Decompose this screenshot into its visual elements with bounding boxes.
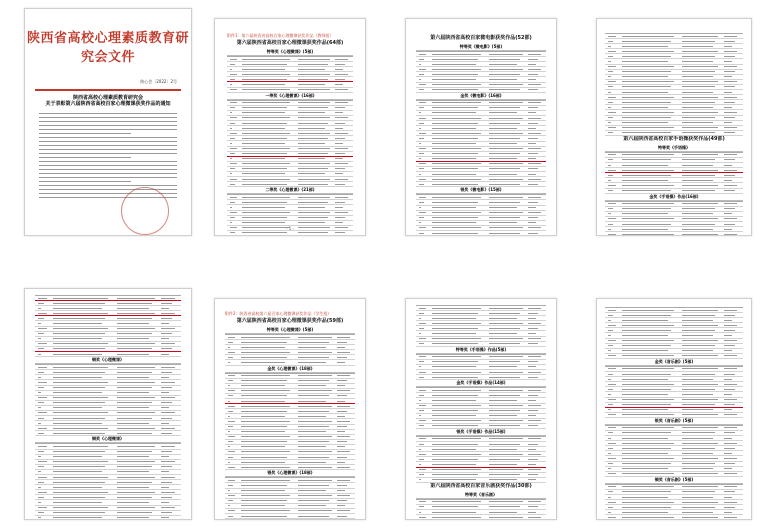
table-rows — [605, 201, 743, 236]
table-rows — [416, 305, 546, 347]
text-line — [39, 169, 177, 170]
attachment-note: 附件2：陕西省高校第六届百家心理微课获奖作品（学生组） — [225, 311, 332, 316]
table-title: 第六届陕西省高校百家心理微课获奖作品(64部) — [236, 40, 344, 46]
table-row — [605, 232, 743, 236]
table-rows — [225, 477, 355, 520]
table-rows — [225, 334, 355, 366]
table-row — [416, 88, 546, 93]
table-rows — [227, 100, 353, 188]
doc-number: 陕心会〔2022〕2号 — [140, 79, 177, 84]
body-text — [25, 113, 191, 198]
table-row — [605, 131, 743, 136]
section-header: 铜奖《心理微课》 — [35, 436, 181, 443]
table-rows — [605, 152, 743, 194]
table-rows — [605, 307, 743, 359]
heading-line-1: 陕西省高校心理素质教育研究会 — [72, 94, 143, 101]
table-row — [35, 431, 181, 436]
table-rows — [35, 443, 181, 520]
table-rows — [416, 354, 546, 380]
table-row — [35, 516, 181, 520]
table-row — [416, 231, 546, 236]
table-row — [605, 189, 743, 194]
text-line — [39, 149, 177, 150]
table-rows — [227, 56, 353, 93]
section-header: 金奖《手语操》作品(16部) — [605, 194, 743, 201]
document-page-3 — [405, 18, 557, 236]
section-header: 特等奖《音乐剧》 — [416, 492, 546, 499]
table-row — [605, 515, 743, 520]
text-line — [39, 181, 131, 182]
document-page-1 — [24, 8, 192, 236]
table-rows — [416, 194, 546, 236]
table-row — [227, 182, 353, 187]
table-rows — [35, 295, 181, 357]
table-row — [416, 424, 546, 429]
official-seal — [121, 187, 169, 235]
text-line — [39, 161, 177, 162]
section-header: 金奖《微电影》(16部) — [416, 93, 546, 100]
section-header: 金奖《心理微课》(18部) — [225, 366, 355, 373]
table-rows — [416, 436, 546, 483]
document-page-2: 附件1：第六届陕西省高校百家心理微课获奖作品（教师组） 第六届陕西省高校百家心理微课获奖作品(64部) 特等奖《心理微课》(5部) 一等奖《心理微课》(16部) 二等奖《心理微课》(21部) - 1 - — [214, 18, 366, 236]
table-rows — [35, 364, 181, 436]
section-header: 特等奖《手语操》 — [605, 145, 743, 152]
table-rows — [605, 366, 743, 418]
table-rows — [225, 373, 355, 471]
text-line — [39, 185, 177, 186]
table-rows — [605, 33, 743, 136]
text-line — [39, 157, 131, 158]
section-header: 金奖《手语操》作品(14部) — [416, 380, 546, 387]
section-header: 铜奖《心理微课》 — [35, 357, 181, 364]
table-row — [416, 182, 546, 187]
table-row — [225, 465, 355, 470]
text-line — [39, 177, 177, 178]
document-page-6 — [214, 298, 366, 520]
table-title: 第六届陕西省高校百家微电影获奖作品(52部) — [430, 35, 532, 41]
table-rows — [605, 425, 743, 477]
table-title: 第六届陕西省高校百家音乐剧获奖作品(30部) — [430, 482, 532, 489]
document-page-7 — [405, 298, 557, 520]
section-header: 银奖《心理微课》(18部) — [225, 470, 355, 477]
text-line — [39, 153, 177, 154]
table-row — [35, 352, 181, 357]
text-line — [39, 113, 177, 114]
text-line — [39, 141, 177, 142]
text-line — [39, 133, 131, 134]
table-row — [605, 354, 743, 359]
section-header: 特等奖《心理微课》(5部) — [225, 327, 355, 334]
table-row — [227, 88, 353, 93]
section-header: 特等奖《心理微课》(5部) — [227, 49, 353, 56]
table-rows — [416, 387, 546, 429]
table-rows — [416, 51, 546, 93]
attachment-note: 附件1：第六届陕西省高校百家心理微课获奖作品（教师组） — [227, 33, 334, 38]
text-line — [39, 129, 177, 130]
text-line — [39, 117, 177, 118]
heading-line-2: 关于表彰第六届陕西省高校百家心理微课获奖作品的通知 — [45, 100, 171, 107]
document-page-4 — [596, 18, 752, 236]
table-row — [227, 231, 353, 236]
table-rows — [416, 100, 546, 188]
section-header: 金奖《音乐剧》(5部) — [605, 359, 743, 366]
table-row — [416, 478, 546, 483]
masthead: 陕西省高校心理素质教育研究会文件 — [26, 31, 189, 65]
section-header: 特等奖《手语操》作品(5部) — [416, 347, 546, 354]
section-header: 铜奖《音乐剧》(5部) — [605, 477, 743, 484]
table-row — [605, 472, 743, 477]
section-header: 特等奖《微电影》(5部) — [416, 44, 546, 51]
section-header: 二等奖《心理微课》(21部) — [227, 187, 353, 194]
document-page-5 — [24, 288, 192, 520]
table-row — [416, 515, 546, 520]
document-page-8 — [596, 298, 752, 520]
section-header: 银奖《微电影》(15部) — [416, 187, 546, 194]
table-row — [416, 342, 546, 347]
table-row — [225, 360, 355, 365]
section-header: 一等奖《心理微课》(16部) — [227, 93, 353, 100]
table-title: 第六届陕西省高校百家手语操获奖作品(49部) — [623, 135, 725, 142]
text-line — [39, 145, 177, 146]
text-line — [39, 125, 177, 126]
table-rows — [416, 499, 546, 520]
text-line — [39, 137, 177, 138]
table-row — [225, 519, 355, 520]
section-header: 银奖《手语操》作品(15部) — [416, 429, 546, 436]
red-rule — [35, 89, 181, 91]
table-rows — [605, 484, 743, 520]
section-header: 银奖《音乐剧》(5部) — [605, 418, 743, 425]
table-row — [605, 413, 743, 418]
text-line — [39, 173, 177, 174]
text-line — [39, 121, 177, 122]
table-row — [416, 375, 546, 380]
table-title: 第六届陕西省高校百家心理微课获奖作品(59部) — [236, 318, 344, 324]
text-line — [39, 165, 177, 166]
